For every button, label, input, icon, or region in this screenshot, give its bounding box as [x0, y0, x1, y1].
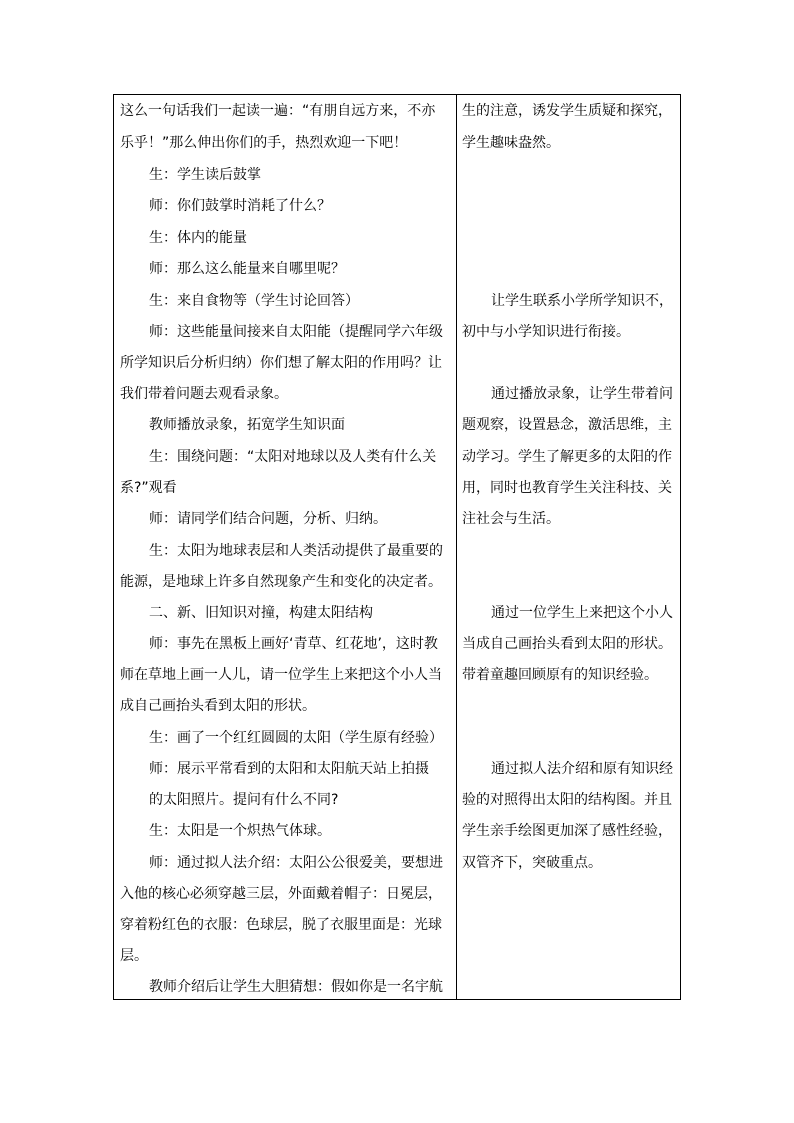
design-intent-line: 动学习。学生了解更多的太阳的作	[462, 449, 672, 465]
design-intent-line: 题观察，设置悬念，激活思维，主	[462, 417, 672, 433]
column-divider	[456, 95, 457, 999]
teaching-process-line: 师：你们鼓掌时消耗了什么？	[149, 198, 331, 214]
teaching-process-line: 生：体内的能量	[149, 230, 247, 246]
teaching-process-line: 师：通过拟人法介绍：太阳公公很爱美，要想进	[149, 855, 443, 871]
design-intent-line: 双管齐下，突破重点。	[462, 855, 602, 871]
design-intent-line: 通过播放录象，让学生带着问	[491, 386, 673, 402]
design-intent-line: 注社会与生活。	[462, 511, 560, 527]
teaching-process-line: 二、新、旧知识对撞，构建太阳结构	[149, 605, 373, 621]
teaching-process-line: 生：学生读后鼓掌	[149, 167, 261, 183]
teaching-process-line: 师：那么这么能量来自哪里呢？	[149, 261, 345, 277]
design-intent-line: 初中与小学知识进行衔接。	[462, 324, 630, 340]
design-intent-line: 带着童趣回顾原有的知识经验。	[462, 667, 658, 683]
teaching-process-line: 生：围绕问题：“太阳对地球以及人类有什么关	[149, 449, 437, 465]
teaching-process-line: 教师介绍后让学生大胆猜想：假如你是一名宇航	[149, 979, 443, 995]
teaching-process-line: 这么一句话我们一起读一遍：“有朋自远方来，不亦	[120, 103, 436, 119]
teaching-process-line: 生：画了一个红红圆圆的太阳（学生原有经验）	[149, 730, 443, 746]
teaching-process-line: 所学知识后分析归纳）你们想了解太阳的作用吗？让	[120, 355, 442, 371]
teaching-process-line: 生：来自食物等（学生讨论回答）	[149, 293, 359, 309]
design-intent-line: 生的注意，诱发学生质疑和探究，	[462, 103, 672, 119]
teaching-process-line: 师：事先在黑板上画好‘青草、红花地’，这时教	[149, 636, 438, 652]
teaching-process-line: 师：这些能量间接来自太阳能（提醒同学六年级	[149, 324, 443, 340]
teaching-process-line: 乐乎！”那么伸出你们的手，热烈欢迎一下吧！	[120, 135, 408, 151]
teaching-process-line: 师：展示平常看到的太阳和太阳航天站上拍摄	[149, 761, 429, 777]
design-intent-line: 通过拟人法介绍和原有知识经	[491, 761, 673, 777]
teaching-process-line: 生：太阳为地球表层和人类活动提供了最重要的	[149, 543, 443, 559]
teaching-process-line: 生：太阳是一个炽热气体球。	[149, 823, 331, 839]
design-intent-line: 让学生联系小学所学知识不，	[491, 293, 673, 309]
teaching-process-line: 我们带着问题去观看录象。	[120, 386, 288, 402]
lesson-table	[113, 94, 681, 1000]
teaching-process-line: 系?”观看	[120, 480, 177, 496]
design-intent-line: 验的对照得出太阳的结构图。并且	[462, 792, 672, 808]
design-intent-line: 学生亲手绘图更加深了感性经验，	[462, 823, 672, 839]
teaching-process-line: 层。	[120, 948, 148, 964]
design-intent-line: 用，同时也教育学生关注科技、关	[462, 480, 672, 496]
teaching-process-line: 能源，是地球上许多自然现象产生和变化的决定者。	[120, 574, 442, 590]
teaching-process-line: 教师播放录象，拓宽学生知识面	[149, 417, 345, 433]
teaching-process-line: 的太阳照片。提问有什么不同?	[149, 792, 339, 808]
teaching-process-line: 穿着粉红色的衣服：色球层，脱了衣服里面是：光球	[120, 917, 442, 933]
teaching-process-line: 成自己画抬头看到太阳的形状。	[120, 698, 316, 714]
teaching-process-line: 入他的核心必须穿越三层，外面戴着帽子：日冕层，	[120, 886, 442, 902]
teaching-process-line: 师：请同学们结合问题，分析、归纳。	[149, 511, 387, 527]
design-intent-line: 当成自己画抬头看到太阳的形状。	[462, 636, 672, 652]
design-intent-line: 学生趣味盎然。	[462, 135, 560, 151]
teaching-process-line: 师在草地上画一人儿，请一位学生上来把这个小人当	[120, 667, 442, 683]
design-intent-line: 通过一位学生上来把这个小人	[491, 605, 673, 621]
